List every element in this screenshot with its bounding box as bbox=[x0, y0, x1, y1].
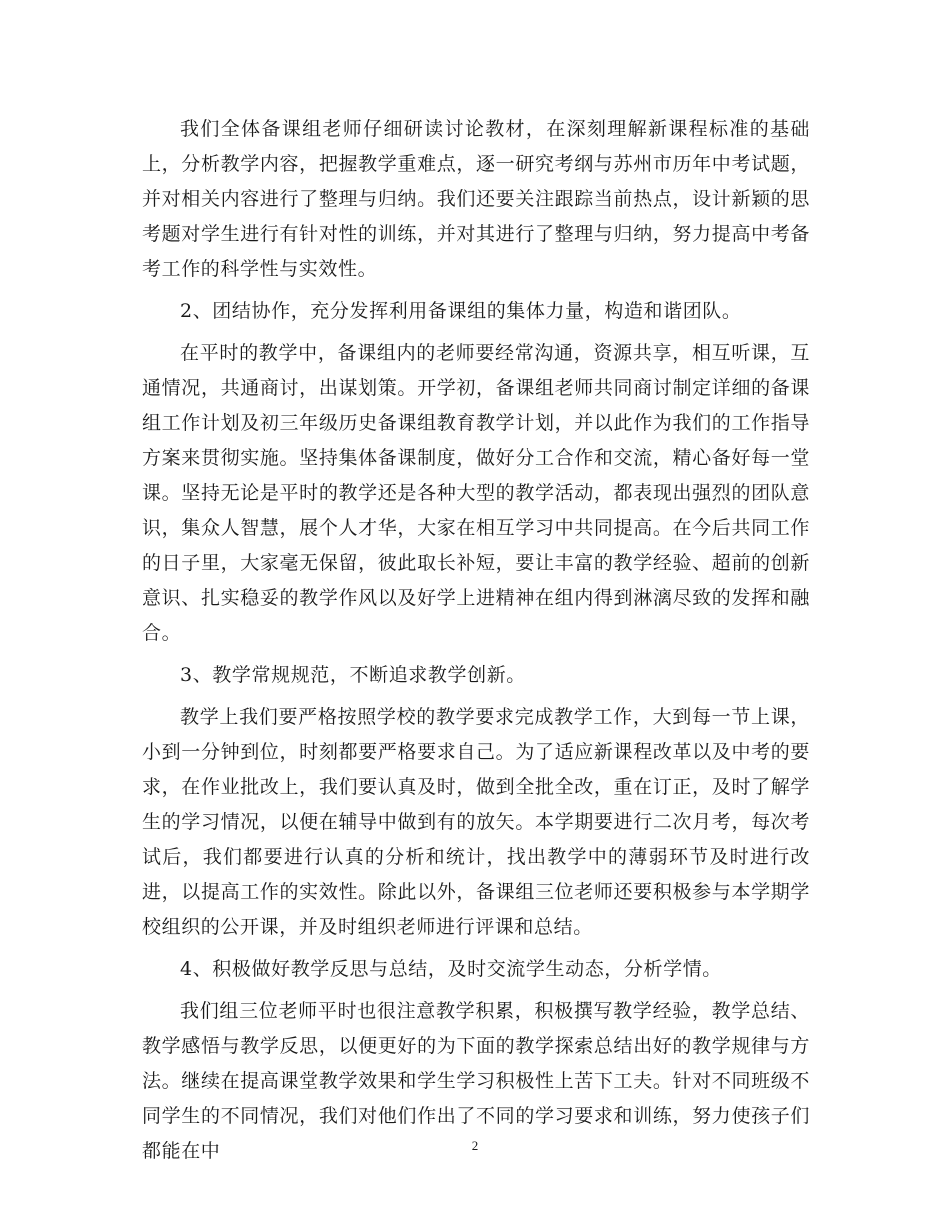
document-body bbox=[142, 112, 810, 1176]
section-heading-4: 4、积极做好教学反思与总结，及时交流学生动态，分析学情。 bbox=[180, 958, 722, 980]
section-heading-2: 2、团结协作，充分发挥利用备课组的集体力量，构造和谐团队。 bbox=[180, 300, 742, 322]
page-number: 2 bbox=[471, 1138, 479, 1153]
section-heading-3: 3、教学常规规范，不断追求教学创新。 bbox=[180, 664, 526, 686]
paragraph-1: 我们全体备课组老师仔细研读讨论教材，在深刻理解新课程标准的基础上，分析教学内容，把握教学重难点，逐一研究考纲与苏州市历年中考试题，并对相关内容进行了整理与归纳。我们还要关注跟踪当前热点，设计新颖的思考题对学生进行有针对性的训练，并对其进行了整理与归纳，努力提高中考备考工作的科学性与实效性。 bbox=[142, 118, 810, 280]
paragraph-4: 我们组三位老师平时也很注意教学积累，积极撰写教学经验，教学总结、教学感悟与教学反思，以便更好的为下面的教学探索总结出好的教学规律与方法。继续在提高课堂教学效果和学生学习积极性上苦下工夫。针对不同班级不同学生的不同情况，我们对他们作出了不同的学习要求和训练，努力使孩子们都能在中 bbox=[142, 1000, 810, 1162]
paragraph-3: 教学上我们要严格按照学校的教学要求完成教学工作，大到每一节上课，小到一分钟到位，时刻都要严格要求自己。为了适应新课程改革以及中考的要求，在作业批改上，我们要认真及时，做到全批全改，重在订正，及时了解学生的学习情况，以便在辅导中做到有的放矢。本学期要进行二次月考，每次考试后，我们都要进行认真的分析和统计，找出教学中的薄弱环节及时进行改进，以提高工作的实效性。除此以外，备课组三位老师还要积极参与本学期学校组织的公开课，并及时组织老师进行评课和总结。 bbox=[142, 706, 810, 938]
paragraph-2: 在平时的教学中，备课组内的老师要经常沟通，资源共享，相互听课，互通情况，共通商讨，出谋划策。开学初，备课组老师共同商讨制定详细的备课组工作计划及初三年级历史备课组教育教学计划，并以此作为我们的工作指导方案来贯彻实施。坚持集体备课制度，做好分工合作和交流，精心备好每一堂课。坚持无论是平时的教学还是各种大型的教学活动，都表现出强烈的团队意识，集众人智慧，展个人才华，大家在相互学习中共同提高。在今后共同工作的日子里，大家毫无保留，彼此取长补短，要让丰富的教学经验、超前的创新意识、扎实稳妥的教学作风以及好学上进精神在组内得到淋漓尽致的发挥和融合。 bbox=[142, 342, 810, 644]
